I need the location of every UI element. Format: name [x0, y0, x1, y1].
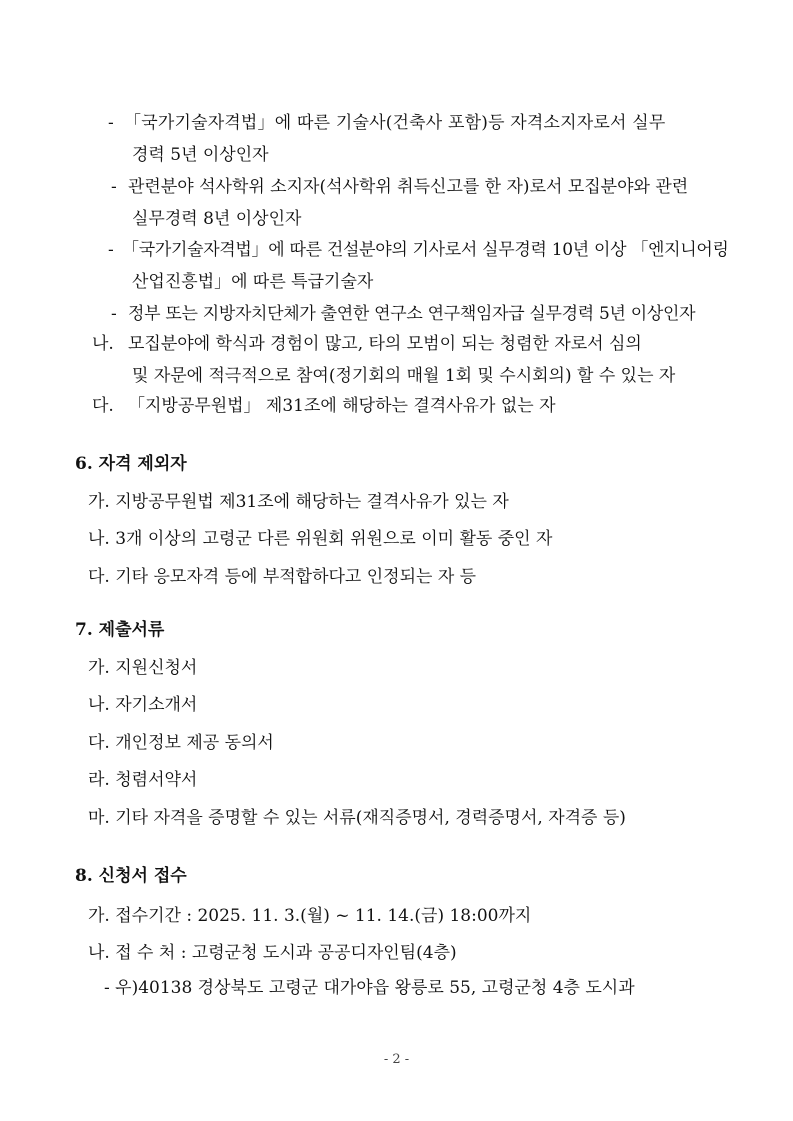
section-heading-exclusions: 6. 자격 제외자	[75, 454, 187, 474]
page-number: - 2 -	[383, 1052, 410, 1067]
list-item: 관련분야 석사학위 소지자(석사학위 취득신고를 한 자)로서 모집분야와 관련	[128, 177, 689, 197]
list-marker: -	[111, 304, 117, 324]
list-item: 정부 또는 지방자치단체가 출연한 연구소 연구책임자급 실무경력 5년 이상인자	[128, 304, 696, 324]
list-item-continuation: 및 자문에 적극적으로 참여(정기회의 매월 1회 및 수시회의) 할 수 있는 자	[132, 366, 676, 386]
list-item-continuation: 경력 5년 이상인자	[132, 145, 269, 165]
list-item: 나. 접 수 처 : 고령군청 도시과 공공디자인팀(4층)	[88, 943, 457, 963]
list-item-continuation: 산업진흥법」에 따른 특급기술자	[132, 272, 374, 292]
list-item: 「국가기술자격법」에 따른 건설분야의 기사로서 실무경력 10년 이상 「엔지니어링	[122, 240, 729, 260]
list-marker: -	[111, 177, 117, 197]
list-item: 마. 기타 자격을 증명할 수 있는 서류(재직증명서, 경력증명서, 자격증 등)	[88, 808, 626, 828]
section-heading-documents: 7. 제출서류	[75, 620, 165, 640]
list-item: - 우)40138 경상북도 고령군 대가야읍 왕릉로 55, 고령군청 4층 도시과	[104, 978, 635, 998]
list-item: 나. 3개 이상의 고령군 다른 위원회 위원으로 이미 활동 중인 자	[88, 529, 553, 549]
list-item: 라. 청렴서약서	[88, 770, 198, 790]
list-item: 가. 지원신청서	[88, 658, 198, 678]
list-marker: 나.	[92, 334, 114, 354]
list-marker: 다.	[92, 396, 114, 416]
list-item-continuation: 실무경력 8년 이상인자	[132, 209, 302, 229]
list-item: 「지방공무원법」 제31조에 해당하는 결격사유가 없는 자	[128, 396, 556, 416]
list-item: 「국가기술자격법」에 따른 기술사(건축사 포함)등 자격소지자로서 실무	[124, 113, 666, 133]
list-marker: -	[108, 240, 114, 260]
list-item: 다. 개인정보 제공 동의서	[88, 733, 274, 753]
section-heading-submission: 8. 신청서 접수	[75, 866, 187, 886]
list-item: 다. 기타 응모자격 등에 부적합하다고 인정되는 자 등	[88, 567, 477, 587]
list-marker: -	[108, 113, 114, 133]
list-item: 나. 자기소개서	[88, 695, 198, 715]
list-item: 가. 지방공무원법 제31조에 해당하는 결격사유가 있는 자	[88, 492, 509, 512]
list-item: 모집분야에 학식과 경험이 많고, 타의 모범이 되는 청렴한 자로서 심의	[128, 334, 642, 354]
list-item: 가. 접수기간 : 2025. 11. 3.(월) ~ 11. 14.(금) 18:00까지	[88, 906, 532, 926]
